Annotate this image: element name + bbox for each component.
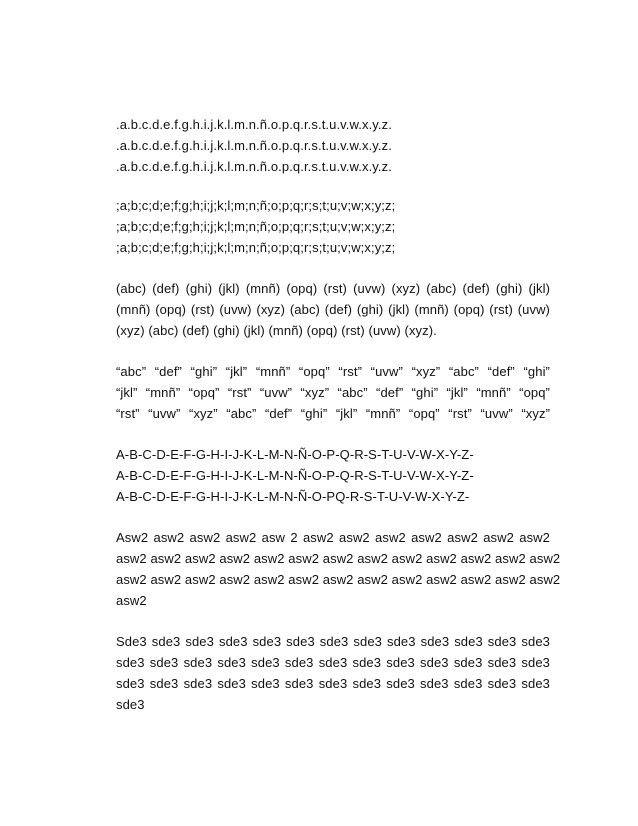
text-line: “rst” “uvw” “xyz” “abc” “def” “ghi” “jkl” “mnñ” “opq” “rst” “uvw” “xyz”: [116, 406, 550, 421]
text-line: (xyz) (abc) (def) (ghi) (jkl) (mnñ) (opq) (rst) (uvw) (xyz).: [116, 323, 437, 338]
text-line: Sde3 sde3 sde3 sde3 sde3 sde3 sde3 sde3 sde3 sde3 sde3 sde3 sde3: [116, 634, 550, 649]
text-line: asw2 asw2 asw2 asw2 asw2 asw2 asw2 asw2 asw2 asw2 asw2 asw2 asw2: [116, 572, 561, 587]
document-body: [116, 114, 561, 735]
text-line: sde3: [116, 697, 145, 712]
text-line: A-B-C-D-E-F-G-H-I-J-K-L-M-N-Ñ-O-P-Q-R-S-T-U-V-W-X-Y-Z-: [116, 468, 474, 483]
text-line: ;a;b;c;d;e;f;g;h;i;j;k;l;m;n;ñ;o;p;q;r;s;t;u;v;w;x;y;z;: [116, 198, 396, 213]
text-line: (mnñ) (opq) (rst) (uvw) (xyz) (abc) (def) (ghi) (jkl) (mnñ) (opq) (rst) (uvw): [116, 302, 550, 317]
text-line: A-B-C-D-E-F-G-H-I-J-K-L-M-N-Ñ-O-PQ-R-S-T-U-V-W-X-Y-Z-: [116, 489, 470, 504]
paragraph-parentheses: [116, 278, 550, 341]
paragraph-dots: [116, 114, 550, 177]
text-line: (abc) (def) (ghi) (jkl) (mnñ) (opq) (rst) (uvw) (xyz) (abc) (def) (ghi) (jkl): [116, 281, 550, 296]
text-line: A-B-C-D-E-F-G-H-I-J-K-L-M-N-Ñ-O-P-Q-R-S-T-U-V-W-X-Y-Z-: [116, 447, 474, 462]
paragraph-sde3: [116, 631, 550, 715]
text-line: asw2: [116, 593, 147, 608]
paragraph-semicolons: [116, 195, 550, 258]
text-line: “jkl” “mnñ” “opq” “rst” “uvw” “xyz” “abc” “def” “ghi” “jkl” “mnñ” “opq”: [116, 385, 550, 400]
text-line: sde3 sde3 sde3 sde3 sde3 sde3 sde3 sde3 sde3 sde3 sde3 sde3 sde3: [116, 676, 550, 691]
text-line: sde3 sde3 sde3 sde3 sde3 sde3 sde3 sde3 sde3 sde3 sde3 sde3 sde3: [116, 655, 550, 670]
paragraph-hyphens: [116, 444, 550, 507]
text-line: “abc” “def” “ghi” “jkl” “mnñ” “opq” “rst” “uvw” “xyz” “abc” “def” “ghi”: [116, 364, 550, 379]
text-line: asw2 asw2 asw2 asw2 asw2 asw2 asw2 asw2 asw2 asw2 asw2 asw2 asw2: [116, 551, 561, 566]
text-line: .a.b.c.d.e.f.g.h.i.j.k.l.m.n.ñ.o.p.q.r.s.t.u.v.w.x.y.z.: [116, 117, 392, 132]
text-line: .a.b.c.d.e.f.g.h.i.j.k.l.m.n.ñ.o.p.q.r.s.t.u.v.w.x.y.z.: [116, 159, 392, 174]
paragraph-quotes: [116, 361, 550, 424]
text-line: ;a;b;c;d;e;f;g;h;i;j;k;l;m;n;ñ;o;p;q;r;s;t;u;v;w;x;y;z;: [116, 219, 396, 234]
text-line: ;a;b;c;d;e;f;g;h;i;j;k;l;m;n;ñ;o;p;q;r;s;t;u;v;w;x;y;z;: [116, 240, 396, 255]
text-line: Asw2 asw2 asw2 asw2 asw 2 asw2 asw2 asw2 asw2 asw2 asw2 asw2: [116, 530, 550, 545]
paragraph-asw2: [116, 527, 561, 611]
text-line: .a.b.c.d.e.f.g.h.i.j.k.l.m.n.ñ.o.p.q.r.s.t.u.v.w.x.y.z.: [116, 138, 392, 153]
